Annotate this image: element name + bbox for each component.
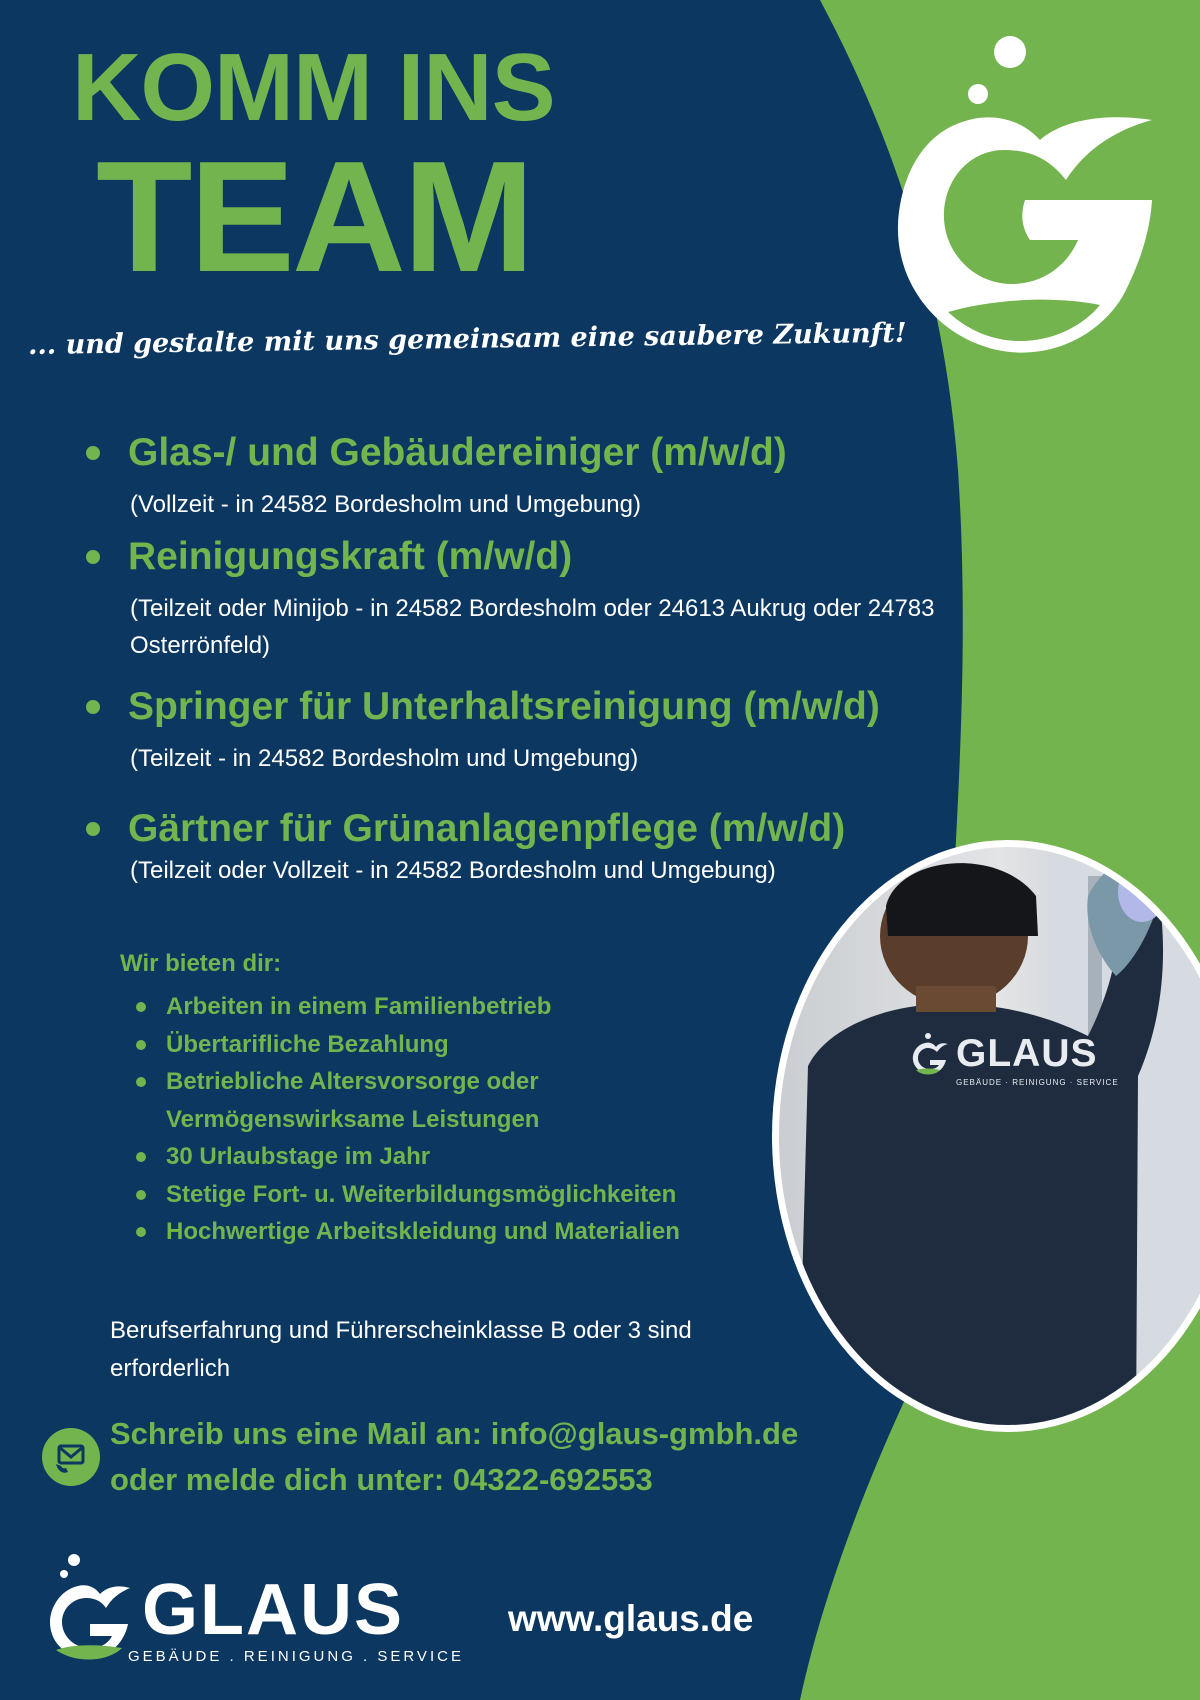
offer-item-text: Stetige Fort- u. Weiterbildungsmöglichkeiten <box>166 1180 677 1208</box>
job-title: Gärtner für Grünanlagenpflege (m/w/d) <box>128 807 846 850</box>
website-link[interactable]: www.glaus.de <box>508 1598 754 1639</box>
shirt-brand-subline: GEBÄUDE · REINIGUNG · SERVICE <box>956 1078 1119 1087</box>
glaus-g-logo-icon <box>42 1552 138 1664</box>
bullet-icon <box>86 446 100 460</box>
offer-item-text: 30 Urlaubstage im Jahr <box>166 1143 431 1170</box>
offer-item-text: Übertarifliche Bezahlung <box>166 1030 449 1058</box>
offer-item <box>132 1176 772 1214</box>
offer-item-text: Betriebliche Altersvorsorge oder Vermögenswirksame Leistungen <box>166 1068 540 1133</box>
offer-item <box>132 1138 772 1176</box>
shirt-brand-name: GLAUS <box>956 1032 1098 1075</box>
contact-mail-line <box>110 1416 798 1452</box>
job-detail: (Teilzeit oder Minijob - in 24582 Bordesholm oder 24613 Aukrug oder 24783 Osterrönfeld) <box>130 595 935 659</box>
email-link[interactable]: info@glaus-gmbh.de <box>490 1416 799 1451</box>
shirt-logo <box>908 1032 1119 1087</box>
job-title: Reinigungskraft (m/w/d) <box>128 535 573 578</box>
offer-heading: Wir bieten dir: <box>120 950 282 977</box>
phone-prefix: oder melde dich unter: <box>110 1462 453 1497</box>
bullet-icon <box>136 1152 146 1162</box>
requirement-text: Berufserfahrung und Führerscheinklasse B oder 3 sind erforderlich <box>110 1317 692 1382</box>
bullet-icon <box>136 1227 146 1237</box>
offer-item-text: Hochwertige Arbeitskleidung und Materialien <box>166 1218 680 1245</box>
headline-line1: KOMM INS <box>72 34 555 141</box>
bullet-icon <box>136 1190 146 1200</box>
contact-phone-line <box>110 1462 653 1498</box>
bullet-icon <box>86 700 100 714</box>
job-title: Glas-/ und Gebäudereiniger (m/w/d) <box>128 431 787 474</box>
worker-cleaning-window-photo <box>768 836 1200 1436</box>
job-detail: (Teilzeit - in 24582 Bordesholm und Umgebung) <box>130 745 639 772</box>
job-detail: (Teilzeit oder Vollzeit - in 24582 Bordesholm und Umgebung) <box>130 857 776 884</box>
headline-line2: TEAM <box>96 129 532 305</box>
offer-item <box>132 1063 606 1138</box>
tagline: ... und gestalte mit uns gemeinsam eine saubere Zukunft! <box>27 317 907 361</box>
bullet-icon <box>86 550 100 564</box>
bullet-icon <box>136 1040 146 1050</box>
brand-name: GLAUS <box>142 1570 404 1650</box>
mail-prefix: Schreib uns eine Mail an: <box>110 1416 491 1451</box>
job-title: Springer für Unterhaltsreinigung (m/w/d) <box>128 685 880 728</box>
offer-list <box>132 988 772 1251</box>
bottom-logo <box>42 1552 462 1672</box>
bullet-icon <box>136 1077 146 1087</box>
bullet-icon <box>86 822 100 836</box>
offer-item <box>132 1026 772 1064</box>
bullet-icon <box>136 1002 146 1012</box>
brand-subline: GEBÄUDE . REINIGUNG . SERVICE <box>128 1648 464 1665</box>
phone-link[interactable]: 04322-692553 <box>452 1462 653 1497</box>
glaus-g-logo-icon <box>908 1032 952 1076</box>
offer-item-text: Arbeiten in einem Familienbetrieb <box>166 993 552 1020</box>
offer-item <box>132 1213 772 1251</box>
mail-phone-icon <box>42 1428 100 1486</box>
offer-item <box>132 988 772 1026</box>
job-detail: (Vollzeit - in 24582 Bordesholm und Umgebung) <box>130 491 641 518</box>
